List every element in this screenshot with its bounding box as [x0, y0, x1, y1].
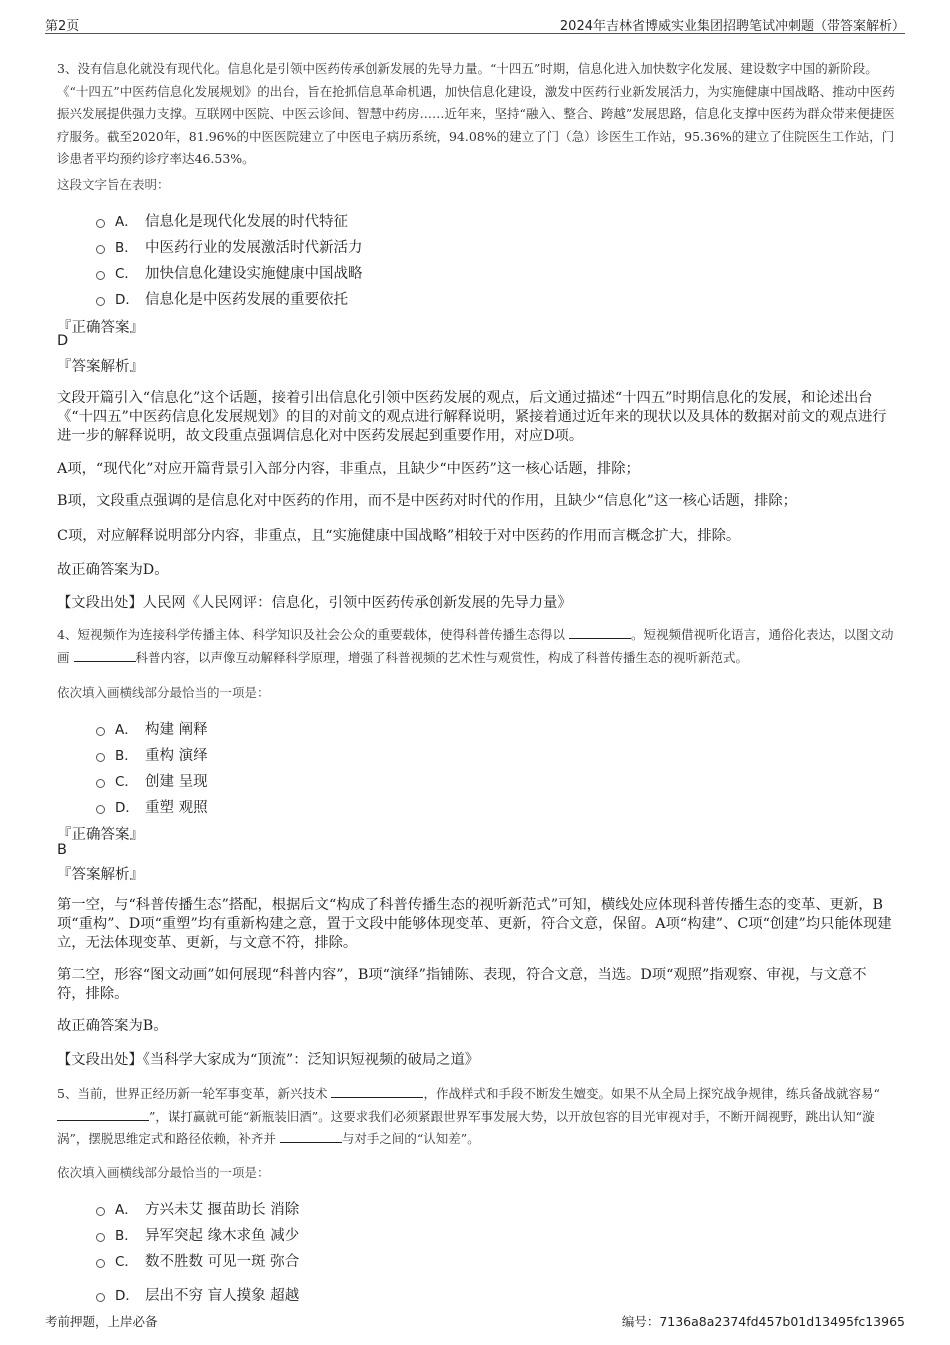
- analysis-paragraph: 第二空，形容“图文动画”如何展现“科普内容”，B项“演绎”指铺陈、表现，符合文意，当选。D项“观照”指观察、审视，与文意不符，排除。: [57, 967, 867, 1002]
- fill-blank: [74, 648, 136, 662]
- source-citation: 【文段出处】人民网《人民网评：信息化，引领中医药传承创新发展的先导力量》: [57, 595, 572, 611]
- analysis-paragraph: B项，文段重点强调的是信息化对中医药的作用，而不是中医药对时代的作用，且缺少“信息化”这一核心话题，排除；: [57, 493, 797, 509]
- option-d[interactable]: D． 层出不穷 盲人摸象 超越: [96, 1281, 696, 1307]
- option-d[interactable]: D． 信息化是中医药发展的重要依托: [96, 285, 696, 311]
- analysis-paragraph: 文段开篇引入“信息化”这个话题，接着引出信息化引领中医药发展的观点，后文通过描述“十四五”时期信息化的发展，和论述出台《“十四五”中医药信息化发展规划》的目的对前文的观点进行解释说明，紧接着通过近年来的现状以及具体的数据对前文的观点进行进一步的解释说明，故文段重点强调信息化对中医药发展起到重要作用，对应D项。: [57, 390, 887, 444]
- analysis-label: 『答案解析』: [57, 359, 144, 375]
- question-3-text: 3、没有信息化就没有现代化。信息化是引领中医药传承创新发展的先导力量。“十四五”时期，信息化进入加快数字化发展、建设数字中国的新阶段。《“十四五”中医药信息化发展规划》的出台，旨在抢抓信息革命机遇，加快信息化建设，激发中医药行业新发展活力，为实施健康中国战略、推动中医药振兴发展提供强力支撑。互联网中医院、中医云诊间、智慧中药房……近年来，坚持“融入、整合、跨越”发展思路，信息化支撑中医药为群众带来便捷医疗服务。截至2020年，81.96%的中医医院建立了中医电子病历系统，94.08%的建立了门（急）诊医生工作站，95.36%的建立了住院医生工作站，门诊患者平均预约诊疗率达46.53%。: [57, 61, 895, 166]
- fill-blank: [331, 1084, 423, 1098]
- analysis-conclusion: 故正确答案为D。: [57, 562, 169, 578]
- radio-icon[interactable]: [96, 727, 105, 736]
- question-5-prompt: 依次填入画横线部分最恰当的一项是：: [57, 1165, 270, 1180]
- radio-icon[interactable]: [96, 245, 105, 254]
- question-3-options: [96, 207, 696, 311]
- correct-answer-value: D: [57, 333, 69, 349]
- correct-answer-label: 『正确答案』: [57, 320, 144, 336]
- question-5-text: 5、当前，世界正经历新一轮军事变革，新兴技术 ，作战样式和手段不断发生嬗变。如果不从全局上探究战争规律，练兵备战就容易“ ”，谋打赢就可能“新瓶装旧酒”。这要求我们必须紧跟世界军事发展大势，以开放包容的目光审视对手，不断开阔视野，跳出认知“漩涡”，摆脱思维定式和路径依赖，补齐并 与对手之间的“认知差”。: [57, 1086, 880, 1146]
- analysis-paragraph: A项，“现代化”对应开篇背景引入部分内容，非重点，且缺少“中医药”这一核心话题，排除；: [57, 461, 640, 477]
- radio-icon[interactable]: [96, 1293, 105, 1302]
- document-title: 2024年吉林省博威实业集团招聘笔试冲刺题（带答案解析）: [559, 19, 905, 34]
- option-d[interactable]: D． 重塑 观照: [96, 793, 696, 819]
- radio-icon[interactable]: [96, 779, 105, 788]
- option-a[interactable]: A． 信息化是现代化发展的时代特征: [96, 207, 696, 233]
- question-5-options: [96, 1195, 696, 1307]
- correct-answer-label: 『正确答案』: [57, 827, 144, 843]
- question-4-prompt: 依次填入画横线部分最恰当的一项是：: [57, 685, 270, 700]
- analysis-conclusion: 故正确答案为B。: [57, 1018, 168, 1034]
- radio-icon[interactable]: [96, 297, 105, 306]
- fill-blank: [569, 625, 631, 639]
- radio-icon[interactable]: [96, 753, 105, 762]
- radio-icon[interactable]: [96, 1207, 105, 1216]
- radio-icon[interactable]: [96, 271, 105, 280]
- page-number: 第2页: [45, 19, 80, 34]
- option-b[interactable]: B． 中医药行业的发展激活时代新活力: [96, 233, 696, 259]
- radio-icon[interactable]: [96, 1259, 105, 1268]
- fill-blank: [57, 1107, 149, 1121]
- option-c[interactable]: C． 数不胜数 可见一斑 弥合: [96, 1247, 696, 1273]
- analysis-paragraph: C项，对应解释说明部分内容，非重点，且“实施健康中国战略”相较于对中医药的作用而言概念扩大，排除。: [57, 528, 741, 544]
- analysis-paragraph: 第一空，与“科普传播生态”搭配，根据后文“构成了科普传播生态的视听新范式”可知，横线处应体现科普传播生态的变革、更新，B项“重构”、D项“重塑”均有重新构建之意，置于文段中能够体现变革、更新，符合文意，保留。A项“构建”、C项“创建”均只能体现建立，无法体现变革、更新，与文意不符，排除。: [57, 897, 892, 951]
- option-a[interactable]: A． 构建 阐释: [96, 715, 696, 741]
- question-4-text: 4、短视频作为连接科学传播主体、科学知识及社会公众的重要载体，使得科普传播生态得以 。短视频借视听化语言，通俗化表达，以图文动画 科普内容，以声像互动解释科学原理，增强了科普视频的艺术性与观赏性，构成了科普传播生态的视听新范式。: [57, 627, 894, 665]
- document-id: 编号：7136a8a2374fd457b01d13495fc13965: [621, 1314, 905, 1329]
- analysis-label: 『答案解析』: [57, 867, 144, 883]
- option-a[interactable]: A． 方兴未艾 揠苗助长 消除: [96, 1195, 696, 1221]
- option-b[interactable]: B． 重构 演绎: [96, 741, 696, 767]
- radio-icon[interactable]: [96, 219, 105, 228]
- option-c[interactable]: C． 创建 呈现: [96, 767, 696, 793]
- source-citation: 【文段出处】《当科学大家成为“顶流”：泛知识短视频的破局之道》: [57, 1052, 480, 1068]
- option-b[interactable]: B． 异军突起 缘木求鱼 减少: [96, 1221, 696, 1247]
- radio-icon[interactable]: [96, 805, 105, 814]
- question-4-options: [96, 715, 696, 819]
- fill-blank: [280, 1129, 342, 1143]
- correct-answer-value: B: [57, 842, 67, 858]
- footer-slogan: 考前押题，上岸必备: [45, 1314, 158, 1329]
- radio-icon[interactable]: [96, 1233, 105, 1242]
- question-3-prompt: 这段文字旨在表明：: [57, 177, 170, 192]
- option-c[interactable]: C． 加快信息化建设实施健康中国战略: [96, 259, 696, 285]
- page-header: [45, 13, 905, 34]
